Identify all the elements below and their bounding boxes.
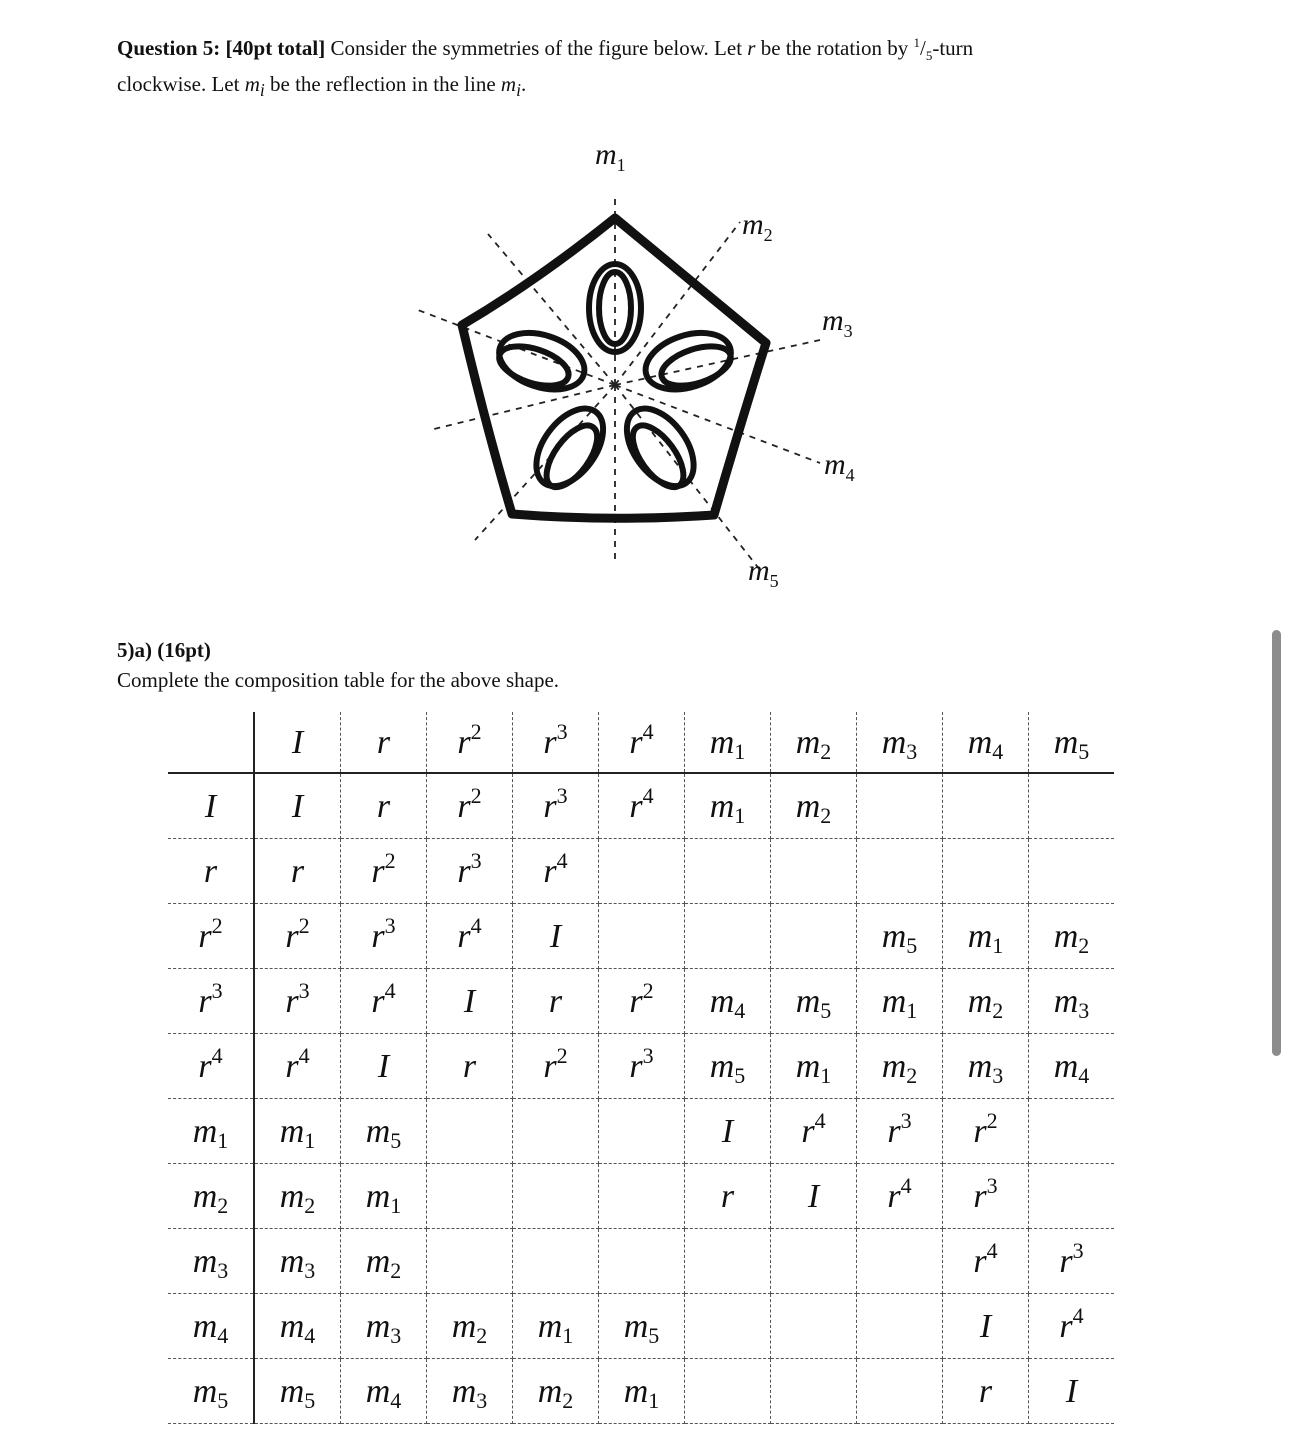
question-label: Question 5: (117, 36, 221, 60)
table-cell: r (427, 1034, 513, 1099)
table-cell: I (1029, 1359, 1115, 1424)
table-cell: r (341, 773, 427, 839)
axis-m5-lower (488, 234, 615, 385)
table-cell (771, 904, 857, 969)
vertical-scrollbar[interactable] (1272, 630, 1281, 1056)
table-cell (857, 773, 943, 839)
question-line2-a: clockwise. Let (117, 72, 240, 97)
table-cell: $r^2$ (513, 1034, 599, 1099)
table-cell: $r^4$ (943, 1229, 1029, 1294)
table-row (168, 1359, 1114, 1424)
table-cell (857, 1359, 943, 1424)
table-cell: I (685, 1099, 771, 1164)
table-cell (599, 1229, 685, 1294)
table-cell (685, 1294, 771, 1359)
table-cell: $r^2$ (427, 773, 513, 839)
col-header: r (341, 712, 427, 773)
table-cell: $r^4$ (341, 969, 427, 1034)
table-row (168, 904, 1114, 969)
table-cell (943, 773, 1029, 839)
table-row (168, 839, 1114, 904)
question-text-a: Consider the symmetries of the figure below. Let (330, 36, 743, 60)
table-cell: $m_1$ (599, 1359, 685, 1424)
table-cell (771, 1359, 857, 1424)
table-row (168, 1294, 1114, 1359)
table-cell (1029, 1099, 1115, 1164)
symmetry-figure (380, 130, 940, 600)
table-corner (168, 712, 254, 773)
question-line2-b: be the reflection in the line (270, 72, 496, 97)
table-cell: $r^3$ (254, 969, 341, 1034)
table-cell (599, 839, 685, 904)
table-cell (513, 1229, 599, 1294)
table-cell: $m_4$ (341, 1359, 427, 1424)
question-text-b: be the rotation by (760, 36, 909, 60)
table-cell (1029, 773, 1115, 839)
table-cell: $m_2$ (857, 1034, 943, 1099)
row-header: $m_3$ (168, 1229, 254, 1294)
question-text-c: -turn (932, 36, 974, 60)
table-cell: $m_5$ (771, 969, 857, 1034)
table-row (168, 773, 1114, 839)
table-cell: $m_2$ (427, 1294, 513, 1359)
col-header: $r^3$ (513, 712, 599, 773)
rotation-symbol: r (747, 36, 756, 60)
question-text: Question 5: [40pt total] Consider the symmetries of the figure below. Let r be the rotation by $^1/_5$-turn clockwise. Let $m_i$ be the reflection in the line $m_i$. (117, 35, 974, 101)
table-header-row (168, 712, 1114, 773)
table-cell (599, 1164, 685, 1229)
col-header: $m_4$ (943, 712, 1029, 773)
table-cell: $m_3$ (254, 1229, 341, 1294)
part-a-instruction: Complete the composition table for the above shape. (117, 668, 560, 692)
table-cell: $m_5$ (599, 1294, 685, 1359)
table-cell (513, 1164, 599, 1229)
composition-table (168, 712, 1114, 1424)
table-row (168, 1229, 1114, 1294)
table-cell: I (341, 1034, 427, 1099)
label-m3: $m_3$ (822, 304, 853, 341)
row-header: $m_2$ (168, 1164, 254, 1229)
table-cell (599, 904, 685, 969)
table-cell: $m_2$ (771, 773, 857, 839)
table-cell (427, 1164, 513, 1229)
table-cell: $m_2$ (341, 1229, 427, 1294)
reflection-symbol-2: $m_i$ (500, 72, 521, 101)
table-cell: $m_1$ (771, 1034, 857, 1099)
table-cell: $r^4$ (1029, 1294, 1115, 1359)
table-cell: $m_5$ (341, 1099, 427, 1164)
table-cell: r (254, 839, 341, 904)
table-cell: $m_2$ (943, 969, 1029, 1034)
table-cell (943, 839, 1029, 904)
table-cell: $m_4$ (1029, 1034, 1115, 1099)
petal-left (492, 323, 592, 400)
row-header: r (168, 839, 254, 904)
table-cell: $m_3$ (943, 1034, 1029, 1099)
col-header: $m_5$ (1029, 712, 1115, 773)
row-header: $m_5$ (168, 1359, 254, 1424)
table-cell: $m_4$ (685, 969, 771, 1034)
table-cell: $r^4$ (513, 839, 599, 904)
table-cell (599, 1099, 685, 1164)
col-header: $r^4$ (599, 712, 685, 773)
table-row (168, 1164, 1114, 1229)
table-cell (1029, 1164, 1115, 1229)
col-header: $m_2$ (771, 712, 857, 773)
table-cell: $m_1$ (857, 969, 943, 1034)
table-cell: $r^4$ (857, 1164, 943, 1229)
label-m1: $m_1$ (595, 138, 626, 175)
table-cell: $m_2$ (254, 1164, 341, 1229)
label-m4: $m_4$ (824, 448, 855, 485)
table-cell: $m_1$ (943, 904, 1029, 969)
table-cell (427, 1099, 513, 1164)
table-cell (857, 1229, 943, 1294)
table-row (168, 969, 1114, 1034)
row-header: $r^2$ (168, 904, 254, 969)
table-cell: $m_1$ (254, 1099, 341, 1164)
table-cell: I (427, 969, 513, 1034)
part-a-heading: 5)a) (16pt) (117, 638, 211, 662)
table-cell (771, 839, 857, 904)
table-cell: $r^2$ (943, 1099, 1029, 1164)
table-cell: $m_2$ (1029, 904, 1115, 969)
reflection-symbol: $m_i$ (244, 72, 265, 101)
table-cell: $m_3$ (341, 1294, 427, 1359)
table-cell: r (943, 1359, 1029, 1424)
table-cell: $r^4$ (427, 904, 513, 969)
table-cell: $r^4$ (771, 1099, 857, 1164)
col-header: I (254, 712, 341, 773)
table-cell: I (771, 1164, 857, 1229)
table-cell (857, 1294, 943, 1359)
table-cell: $m_1$ (513, 1294, 599, 1359)
table-cell: $m_2$ (513, 1359, 599, 1424)
table-cell (685, 904, 771, 969)
table-cell: $m_1$ (685, 773, 771, 839)
table-cell: $m_5$ (254, 1359, 341, 1424)
label-m2: $m_2$ (742, 208, 773, 245)
table-cell: r (513, 969, 599, 1034)
table-cell: $m_5$ (857, 904, 943, 969)
label-m5: $m_5$ (748, 554, 779, 591)
table-cell: $r^3$ (513, 773, 599, 839)
row-header: $m_4$ (168, 1294, 254, 1359)
table-cell: I (254, 773, 341, 839)
table-cell (1029, 839, 1115, 904)
table-cell: $m_4$ (254, 1294, 341, 1359)
table-cell (685, 1359, 771, 1424)
table-cell (857, 839, 943, 904)
table-cell: $r^3$ (943, 1164, 1029, 1229)
table-cell (427, 1229, 513, 1294)
row-header: $r^4$ (168, 1034, 254, 1099)
table-cell: $r^4$ (599, 773, 685, 839)
table-cell (771, 1294, 857, 1359)
table-cell: $m_1$ (341, 1164, 427, 1229)
table-cell (771, 1229, 857, 1294)
row-header: I (168, 773, 254, 839)
table-row (168, 1034, 1114, 1099)
col-header: $m_1$ (685, 712, 771, 773)
table-cell: $r^2$ (254, 904, 341, 969)
table-cell: $r^4$ (254, 1034, 341, 1099)
table-cell (685, 839, 771, 904)
petal-lower-right (613, 396, 707, 498)
table-body (168, 773, 1114, 1424)
table-cell: $r^3$ (599, 1034, 685, 1099)
table-cell: r (685, 1164, 771, 1229)
table-cell: I (943, 1294, 1029, 1359)
row-header: $r^3$ (168, 969, 254, 1034)
table-cell: I (513, 904, 599, 969)
table-cell: $m_3$ (1029, 969, 1115, 1034)
table-cell: $m_3$ (427, 1359, 513, 1424)
question-points: [40pt total] (225, 36, 326, 60)
table-cell: $m_5$ (685, 1034, 771, 1099)
pentagon-flower-drawing (380, 130, 940, 600)
table-cell: $r^2$ (599, 969, 685, 1034)
table-cell: $r^2$ (341, 839, 427, 904)
table-cell (513, 1099, 599, 1164)
fraction: $^1/_5$ (913, 35, 933, 64)
table-cell: $r^3$ (857, 1099, 943, 1164)
petal-lower-left (523, 396, 617, 498)
col-header: $m_3$ (857, 712, 943, 773)
table-cell: $r^3$ (341, 904, 427, 969)
table-row (168, 1099, 1114, 1164)
row-header: $m_1$ (168, 1099, 254, 1164)
col-header: $r^2$ (427, 712, 513, 773)
table-cell: $r^3$ (1029, 1229, 1115, 1294)
table-cell (685, 1229, 771, 1294)
table-cell: $r^3$ (427, 839, 513, 904)
